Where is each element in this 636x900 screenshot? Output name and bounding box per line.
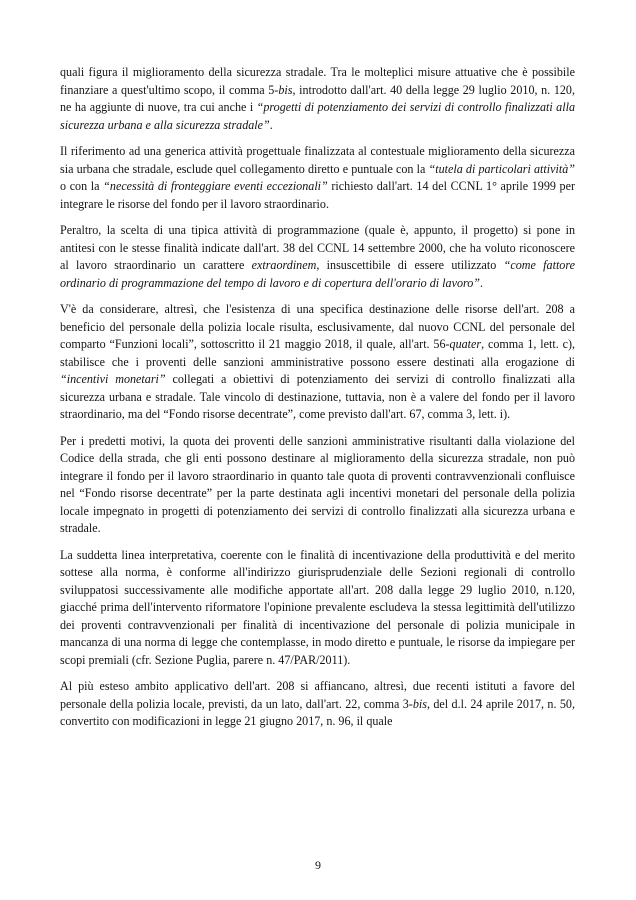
- text-run: Peraltro, la scelta di una tipica attività di programmazione (quale è, appunto, il progetto) si pone in antitesi con le stesse finalità indicate dall'art. 38 del CCNL 14 settembre 2000, che ha voluto riconoscere al lavoro straordinario un carattere: [60, 223, 575, 272]
- italic-text: quater: [449, 337, 482, 351]
- italic-text: “incentivi monetari”: [60, 372, 166, 386]
- italic-text: “necessità di fronteggiare eventi eccezionali”: [103, 179, 328, 193]
- paragraph: [60, 301, 575, 424]
- italic-text: extraordinem: [251, 258, 317, 272]
- page-number: 9: [315, 858, 321, 872]
- text-run: , introdotto dall'art. 40 della legge 29 luglio 2010, n. 120, ne ha aggiunte di nuove, tra cui anche i: [60, 82, 575, 114]
- text-run: , insuscettibile di essere utilizzato: [316, 258, 504, 272]
- paragraph: [60, 143, 575, 213]
- text-run: V'è da considerare, altresì, che l'esistenza di una specifica destinazione delle risorse dell'art. 208 a beneficio del personale della polizia locale risulta, esclusivamente, dal nuovo CCNL del personale del comparto “Funzioni locali”, sottoscritto il 21 maggio 2018, il quale, all'art. 56-: [60, 302, 575, 351]
- paragraph: [60, 64, 575, 134]
- text-run: .: [269, 117, 273, 132]
- text-run: .: [480, 275, 484, 290]
- paragraph: [60, 678, 575, 731]
- paragraph: [60, 433, 575, 538]
- text-run: quali figura il miglioramento della sicurezza stradale. Tra le molteplici misure attuative che è possibile finanziare a quest'ultimo scopo, il comma 5-: [60, 65, 575, 97]
- paragraph: [60, 547, 575, 670]
- text-run: richiesto dall'art. 14 del CCNL 1° aprile 1999 per integrare le risorse del fondo per il lavoro straordinario.: [60, 179, 575, 211]
- italic-text: “come fattore ordinario di programmazione del tempo di lavoro e di copertura dell'orario di lavoro”: [60, 258, 575, 290]
- text-run: o con la: [60, 179, 104, 193]
- text-run: Al più esteso ambito applicativo dell'art. 208 si affiancano, altresì, due recenti istituti a favore del personale della polizia locale, previsti, da un lato, dall'art. 22, comma 3-: [60, 679, 575, 711]
- body-text: [60, 64, 575, 740]
- paragraph: [60, 222, 575, 292]
- text-run: , comma 1, lett. c), stabilisce che i proventi delle sanzioni amministrative possono essere destinati alla erogazione di: [60, 337, 575, 369]
- text-run: , del d.l. 24 aprile 2017, n. 50, convertito con modificazioni in legge 21 giugno 2017, n. 96, il quale: [60, 696, 575, 728]
- text-run: Per i predetti motivi, la quota dei proventi delle sanzioni amministrative risultanti dalla violazione del Codice della strada, che gli enti possono destinare al miglioramento della sicurezza stradale, non può integrare il fondo per il lavoro straordinario in quanto tale quota di proventi contravvenzionali confluisce nel “Fondo risorse decentrate” per la parte destinata agli incentivi monetari del personale della polizia locale impegnato in progetti di potenziamento dei servizi di controllo finalizzati alla sicurezza urbana e stradale.: [60, 433, 575, 535]
- italic-text: bis: [412, 696, 427, 711]
- italic-text: bis: [278, 82, 293, 97]
- italic-text: “tutela di particolari attività”: [428, 161, 575, 176]
- italic-text: “progetti di potenziamento dei servizi di controllo finalizzati alla sicurezza urbana e alla sicurezza stradale”: [60, 100, 575, 132]
- text-run: La suddetta linea interpretativa, coerente con le finalità di incentivazione della produttività e del merito sottese alla norma, è conforme all'indirizzo giurisprudenziale delle Sezioni regionali di controllo sviluppatosi successivamente alle modifiche apportate all'art. 208 dalla legge 29 luglio 2010, n.120, giacché prima dell'intervento riformatore l'opinione prevalente escludeva la stessa legittimità dell'utilizzo dei proventi contravvenzionali per finalità di incentivazione del personale di polizia municipale in mancanza di una norma di legge che contemplasse, in modo diretto e puntuale, le risorse da impiegare per scopi premiali (cfr. Sezione Puglia, parere n. 47/PAR/2011).: [60, 547, 575, 667]
- text-run: collegati a obiettivi di potenziamento dei servizi di controllo finalizzati alla sicurezza urbana e stradale. Tale vincolo di destinazione, tuttavia, non è a valere del fondo per il lavoro straordinario, ma del “Fondo risorse decentrate”, come previsto dall'art. 67, comma 3, lett. i).: [60, 372, 576, 421]
- text-run: Il riferimento ad una generica attività progettuale finalizzata al contestuale miglioramento della sicurezza sia urbana che stradale, esclude quel collegamento diretto e puntuale con la: [60, 144, 575, 176]
